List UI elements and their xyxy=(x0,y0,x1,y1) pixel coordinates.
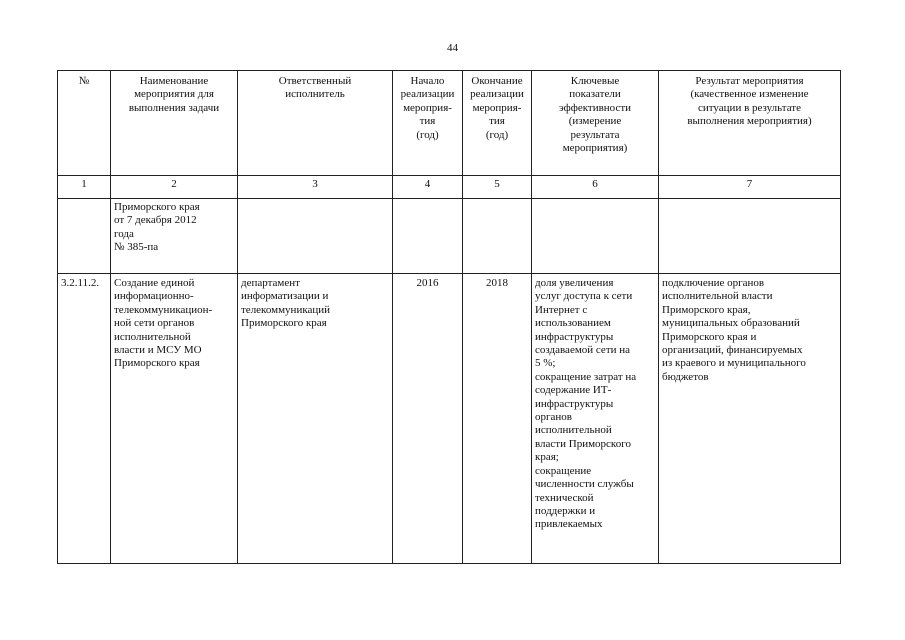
cell-text-line: инфраструктуры xyxy=(535,397,614,410)
header-cell xyxy=(238,71,393,176)
cell-text-line: реализации xyxy=(400,88,455,101)
cell-text-line: бюджетов xyxy=(662,370,709,383)
end-year-cell: 2018 xyxy=(463,274,532,564)
cell-text-line: Приморского края xyxy=(114,201,200,213)
cell-text-line: № xyxy=(78,75,90,87)
cell-text-line: выполнения задачи xyxy=(128,101,220,114)
column-number: 5 xyxy=(463,176,532,199)
cell-text-line: организаций, финансируемых xyxy=(662,344,803,357)
cell-text-line: из краевого и муниципального xyxy=(662,357,806,370)
cell-text-line: № 385-па xyxy=(114,241,159,254)
column-number: 4 xyxy=(393,176,463,199)
cell-text-line: Результат мероприятия xyxy=(695,75,804,87)
column-number: 3 xyxy=(238,176,393,199)
cell-text-line: Окончание xyxy=(471,75,523,87)
header-cell xyxy=(111,71,238,176)
cell-text-line: Приморского края xyxy=(114,357,200,370)
cell-text-line: услуг доступа к сети xyxy=(535,290,633,303)
cell-text-line: поддержки и xyxy=(535,504,596,517)
cell-text-line: (год) xyxy=(485,128,509,141)
measure-name-cell xyxy=(111,199,238,274)
table-row xyxy=(58,274,841,564)
cell-text-line: показатели xyxy=(569,88,621,101)
cell-text-line: численности службы xyxy=(535,478,634,491)
header-cell xyxy=(659,71,841,176)
cell-text-line: Приморского края xyxy=(241,317,327,330)
header-cell xyxy=(58,71,111,176)
header-cell xyxy=(532,71,659,176)
cell-text-line: Создание единой xyxy=(114,277,195,289)
cell-text-line: тия xyxy=(419,115,436,128)
indicators-cell xyxy=(532,274,659,564)
cell-text-line: реализации xyxy=(470,88,524,101)
cell-text-line: инфраструктуры xyxy=(535,330,614,343)
start-year-cell xyxy=(393,199,463,274)
column-number: 2 xyxy=(111,176,238,199)
cell-text-line: (измерение xyxy=(568,115,622,128)
cell-text-line: (качественное изменение xyxy=(690,88,809,101)
result-cell xyxy=(659,199,841,274)
start-year-cell: 2016 xyxy=(393,274,463,564)
cell-text-line: привлекаемых xyxy=(535,518,603,531)
cell-text-line: информатизации и xyxy=(241,290,329,303)
cell-text-line: содержание ИТ- xyxy=(535,384,612,397)
cell-text-line: эффективности xyxy=(558,101,632,114)
end-year-cell xyxy=(463,199,532,274)
result-cell xyxy=(659,274,841,564)
cell-text-line: ной сети органов xyxy=(114,317,195,330)
cell-text-line: органов xyxy=(535,411,572,424)
column-number: 6 xyxy=(532,176,659,199)
cell-text-line: тия xyxy=(489,115,505,128)
table-row xyxy=(58,199,841,274)
executor-cell xyxy=(238,199,393,274)
column-number-row xyxy=(58,176,841,199)
cell-text-line: края; xyxy=(535,451,559,464)
cell-text-line: Приморского края и xyxy=(662,330,757,343)
cell-text-line: Приморского края, xyxy=(662,303,751,316)
cell-text-line: от 7 декабря 2012 xyxy=(114,214,197,227)
cell-text-line: использованием xyxy=(535,317,611,330)
cell-text-line: Интернет с xyxy=(535,303,588,316)
cell-text-line: исполнительной xyxy=(535,424,612,437)
cell-text-line: мероприя- xyxy=(472,101,522,114)
column-number: 1 xyxy=(58,176,111,199)
cell-text-line: Ответственный xyxy=(278,75,352,87)
cell-text-line: технической xyxy=(535,491,594,504)
cell-text-line: информационно- xyxy=(114,290,194,303)
cell-text-line: исполнитель xyxy=(285,88,345,101)
cell-text-line: выполнения мероприятия) xyxy=(687,115,812,128)
header-row xyxy=(58,71,841,176)
cell-text-line: результата xyxy=(570,128,620,141)
cell-text-line: подключение органов xyxy=(662,277,765,289)
cell-text-line: создаваемой сети на xyxy=(535,344,631,357)
cell-text-line: телекоммуникацион- xyxy=(114,303,213,316)
cell-text-line: 5 %; xyxy=(535,357,556,370)
cell-text-line: ситуации в результате xyxy=(698,101,801,114)
cell-text-line: мероприя- xyxy=(403,101,452,114)
cell-text-line: исполнительной xyxy=(114,330,191,343)
column-number: 7 xyxy=(659,176,841,199)
cell-text-line: мероприятия для xyxy=(134,88,214,101)
cell-text-line: департамент xyxy=(241,277,300,289)
cell-text-line: Наименование xyxy=(139,75,209,87)
header-cell xyxy=(393,71,463,176)
cell-text-line: телекоммуникаций xyxy=(241,303,331,316)
cell-text-line: сокращение затрат на xyxy=(535,370,637,383)
cell-text-line: Ключевые xyxy=(570,75,620,87)
cell-text-line: власти Приморского xyxy=(535,437,631,450)
executor-cell xyxy=(238,274,393,564)
cell-text-line: исполнительной власти xyxy=(662,290,773,303)
page-number: 44 xyxy=(447,42,458,54)
cell-text-line: года xyxy=(114,227,134,240)
cell-text-line: муниципальных образований xyxy=(662,317,800,330)
cell-text-line: доля увеличения xyxy=(535,277,614,289)
indicators-cell xyxy=(532,199,659,274)
cell-text-line: Начало xyxy=(410,75,445,87)
cell-text-line: (год) xyxy=(416,128,439,141)
header-cell xyxy=(463,71,532,176)
cell-text-line: сокращение xyxy=(535,464,592,477)
measure-name-cell xyxy=(111,274,238,564)
cell-text-line: власти и МСУ МО xyxy=(114,344,202,357)
measures-table xyxy=(57,70,841,564)
cell-text-line: мероприятия) xyxy=(562,142,628,155)
row-number-cell: 3.2.11.2. xyxy=(58,274,111,564)
row-number-cell xyxy=(58,199,111,274)
